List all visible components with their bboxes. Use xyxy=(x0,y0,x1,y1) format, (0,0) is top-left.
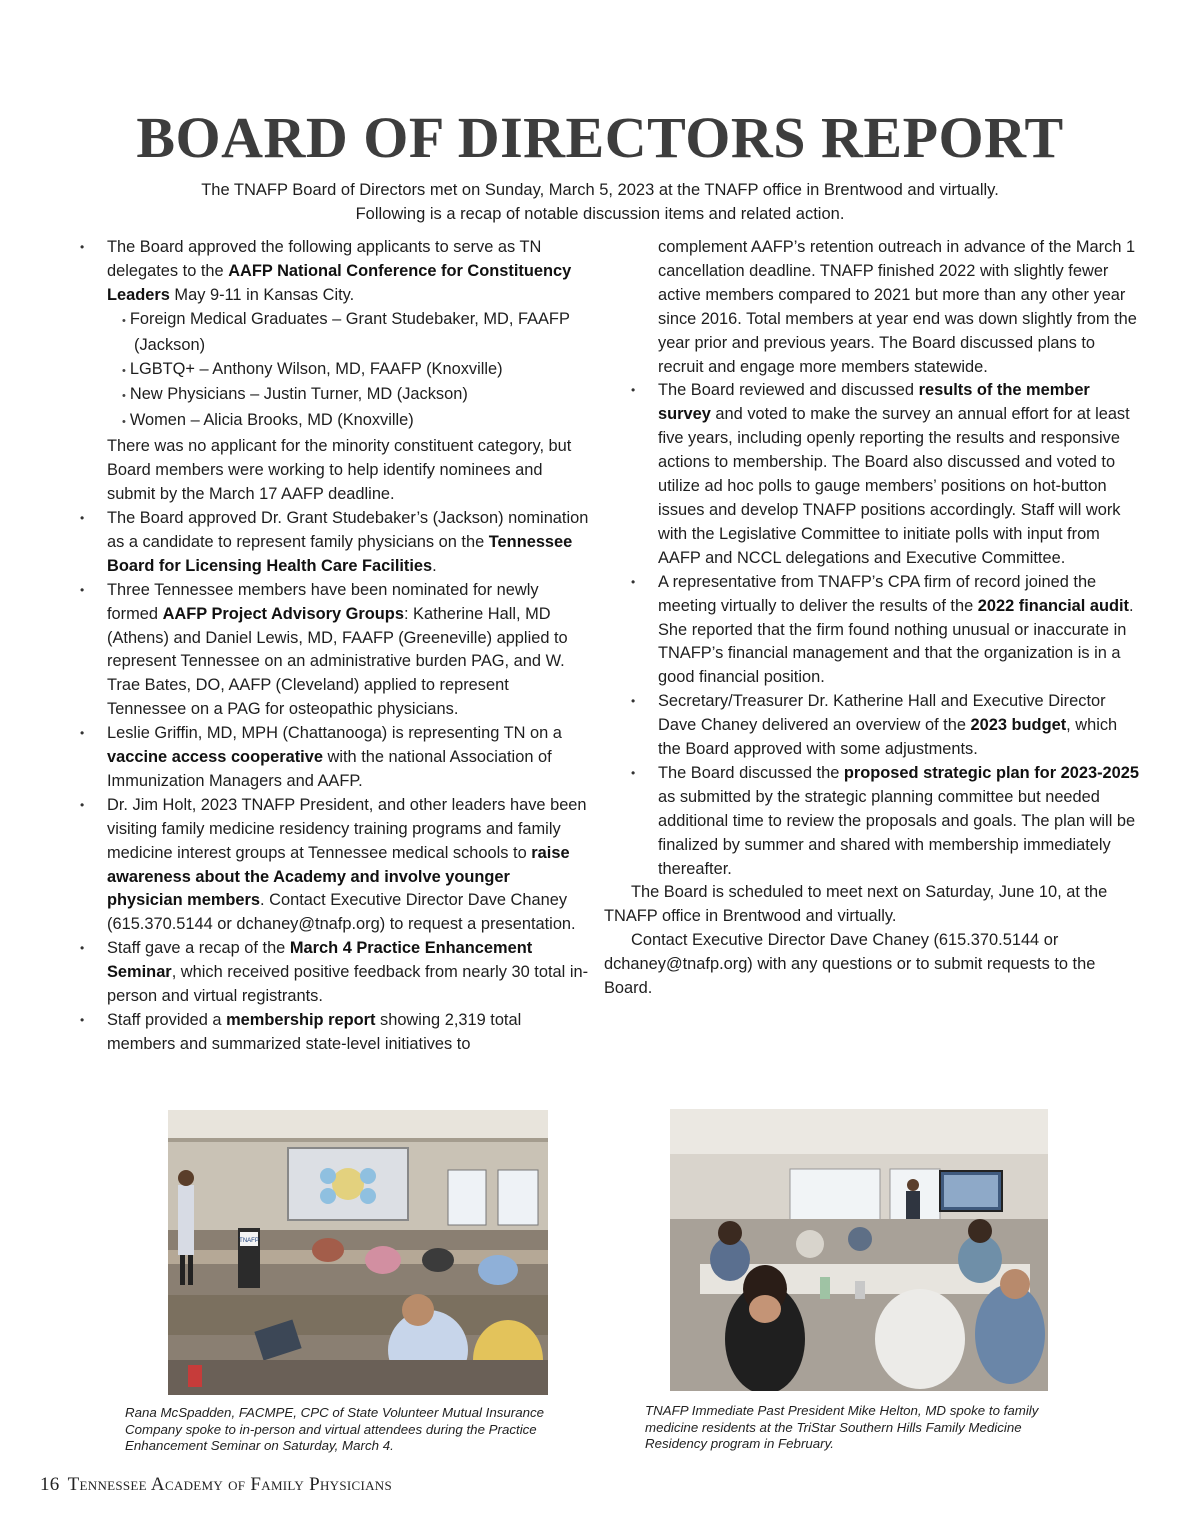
list-item: • The Board reviewed and discussed results of the member survey and voted to make the survey an annual effort for at least five years, including openly reporting the results and responsive actions to membership. The Board also discussed and voted to utilize ad hoc polls to gauge members’ positions on hot-button issues and develop TNAFP positions accordingly. Staff will work with the Legislative Committee to initiate polls with input from AAFP and NCCL delegations and Executive Committee. xyxy=(631,379,1144,570)
sub-list-item: • New Physicians – Justin Turner, MD (Jackson) xyxy=(122,385,468,404)
intro-line-2: Following is a recap of notable discussion items and related action. xyxy=(355,205,845,223)
list-item: • Dr. Jim Holt, 2023 TNAFP President, and other leaders have been visiting family medicine residency training programs and family medicine interest groups at Tennessee medical schools to raise awareness about the Academy and involve younger physician members. Contact Executive Director Dave Chaney (615.370.5144 or dchaney@tnafp.org) to request a presentation. xyxy=(80,794,590,937)
list-item: • The Board approved the following applicants to serve as TN delegates to the AAFP National Conference for Constituency Leaders May 9-11 in Kansas City. xyxy=(80,236,590,308)
list-item: • Staff provided a membership report showing 2,319 total members and summarized state-level initiatives to xyxy=(80,1009,590,1057)
list-item: • The Board approved Dr. Grant Studebaker’s (Jackson) nomination as a candidate to represent family physicians on the Tennessee Board for Licensing Health Care Facilities. xyxy=(80,507,590,579)
page-title: BOARD OF DIRECTORS REPORT xyxy=(136,105,1064,170)
list-item: • Leslie Griffin, MD, MPH (Chattanooga) is representing TN on a vaccine access cooperative with the national Association of Immunization Managers and AAFP. xyxy=(80,722,590,794)
intro-line-1: The TNAFP Board of Directors met on Sunday, March 5, 2023 at the TNAFP office in Brentwood and virtually. xyxy=(201,181,999,199)
residency-photo xyxy=(670,1109,1048,1391)
list-item-note: There was no applicant for the minority constituent category, but Board members were working to help identify nominees and submit by the March 17 AAFP deadline. xyxy=(107,437,572,504)
list-item: • A representative from TNAFP’s CPA firm of record joined the meeting virtually to deliver the results of the 2022 financial audit. She reported that the firm found nothing unusual or inaccurate in TNAFP’s financial management and that the organization is in a good financial position. xyxy=(631,571,1144,691)
sub-list-item: • LGBTQ+ – Anthony Wilson, MD, FAAFP (Knoxville) xyxy=(122,359,503,378)
photo-caption-2: TNAFP Immediate Past President Mike Helton, MD spoke to family medicine residents at the TriStar Southern Hills Family Medicine Residency program in February. xyxy=(645,1403,1039,1451)
list-item-continuation: complement AAFP’s retention outreach in advance of the March 1 cancellation deadline. TNAFP finished 2022 with slightly fewer active members compared to 2021 but more than any other year since 2016. Total members at year end was down slightly from the year prior and previous years. The Board discussed plans to recruit and engage more members statewide. xyxy=(658,238,1137,376)
page-number: 16 xyxy=(40,1474,60,1495)
list-item: • Staff gave a recap of the March 4 Practice Enhancement Seminar, which received positive feedback from nearly 30 total in-person and virtual registrants. xyxy=(80,937,590,1009)
left-column xyxy=(80,236,590,1057)
right-column xyxy=(604,236,1144,1001)
page-footer xyxy=(40,1474,392,1496)
list-item: • The Board discussed the proposed strategic plan for 2023-2025 as submitted by the strategic planning committee but needed additional time to review the proposals and goals. The plan will be finalized by summer and shared with membership immediately thereafter. xyxy=(631,762,1144,882)
footer-organization: Tennessee Academy of Family Physicians xyxy=(67,1474,393,1495)
sub-list-item: • Foreign Medical Graduates – Grant Studebaker, MD, FAAFP (Jackson) xyxy=(122,309,570,354)
intro xyxy=(100,178,1100,226)
closing-paragraph-2: Contact Executive Director Dave Chaney (615.370.5144 or dchaney@tnafp.org) with any questions or to submit requests to the Board. xyxy=(604,931,1096,998)
podium-logo: TNAFP xyxy=(239,1238,259,1244)
closing-paragraph-1: The Board is scheduled to meet next on Saturday, June 10, at the TNAFP office in Brentwood and virtually. xyxy=(604,883,1108,926)
photo-caption-1: Rana McSpadden, FACMPE, CPC of State Volunteer Mutual Insurance Company spoke to in-person and virtual attendees during the Practice Enhancement Seminar on Saturday, March 4. xyxy=(125,1405,545,1453)
list-item: • Secretary/Treasurer Dr. Katherine Hall and Executive Director Dave Chaney delivered an overview of the 2023 budget, which the Board approved with some adjustments. xyxy=(631,690,1144,762)
sub-list-item: • Women – Alicia Brooks, MD (Knoxville) xyxy=(122,411,414,430)
seminar-photo xyxy=(168,1110,548,1395)
list-item: • Three Tennessee members have been nominated for newly formed AAFP Project Advisory Groups: Katherine Hall, MD (Athens) and Daniel Lewis, MD, FAAFP (Greeneville) applied to represent Tennessee on an administrative burden PAG, and W. Trae Bates, DO, AAFP (Cleveland) applied to represent Tennessee on a PAG for osteopathic physicians. xyxy=(80,579,590,722)
